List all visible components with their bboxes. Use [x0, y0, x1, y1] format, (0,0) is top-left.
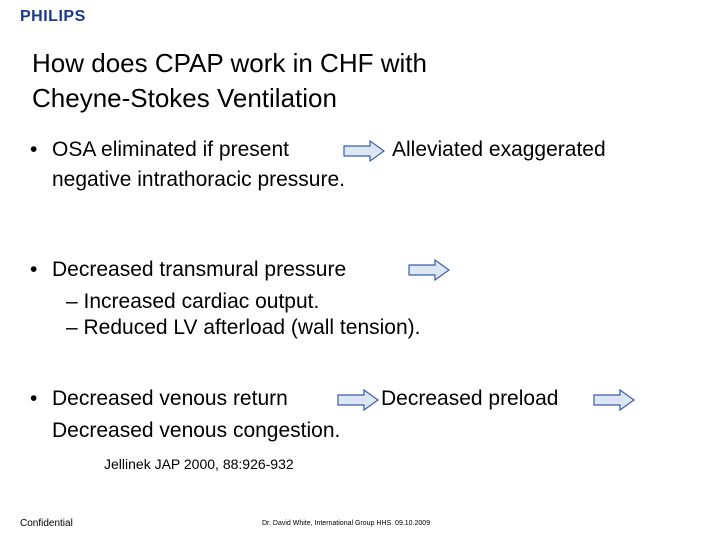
- philips-logo: PHILIPS: [20, 8, 86, 25]
- bullet-1-text-b: Alleviated exaggerated: [392, 138, 606, 161]
- bullet-marker-1: •: [30, 138, 38, 161]
- footer-presenter-date: Dr. David White, International Group HHS. 09.10.2009: [262, 520, 431, 527]
- slide-title-line-2: Cheyne-Stokes Ventilation: [32, 83, 337, 113]
- sub-bullet-1: – Increased cardiac output.: [66, 290, 320, 313]
- bullet-3-text-line-2: Decreased venous congestion.: [52, 419, 341, 442]
- bullet-1-text-line-2: negative intrathoracic pressure.: [52, 168, 345, 191]
- right-arrow-icon: [343, 140, 385, 162]
- bullet-3-text-a: Decreased venous return: [52, 387, 288, 410]
- sub-bullet-2: – Reduced LV afterload (wall tension).: [66, 316, 421, 339]
- citation: Jellinek JAP 2000, 88:926-932: [104, 456, 294, 472]
- right-arrow-icon: [408, 259, 450, 281]
- right-arrow-icon: [337, 389, 379, 411]
- bullet-marker-3: •: [30, 387, 38, 410]
- right-arrow-icon: [593, 389, 635, 411]
- slide-title-line-1: How does CPAP work in CHF with: [32, 48, 427, 78]
- bullet-marker-2: •: [30, 258, 38, 281]
- bullet-2-text: Decreased transmural pressure: [52, 258, 347, 281]
- bullet-3-text-b: Decreased preload: [381, 387, 559, 410]
- footer-confidential: Confidential: [20, 518, 73, 529]
- bullet-1-text-a: OSA eliminated if present: [52, 138, 289, 161]
